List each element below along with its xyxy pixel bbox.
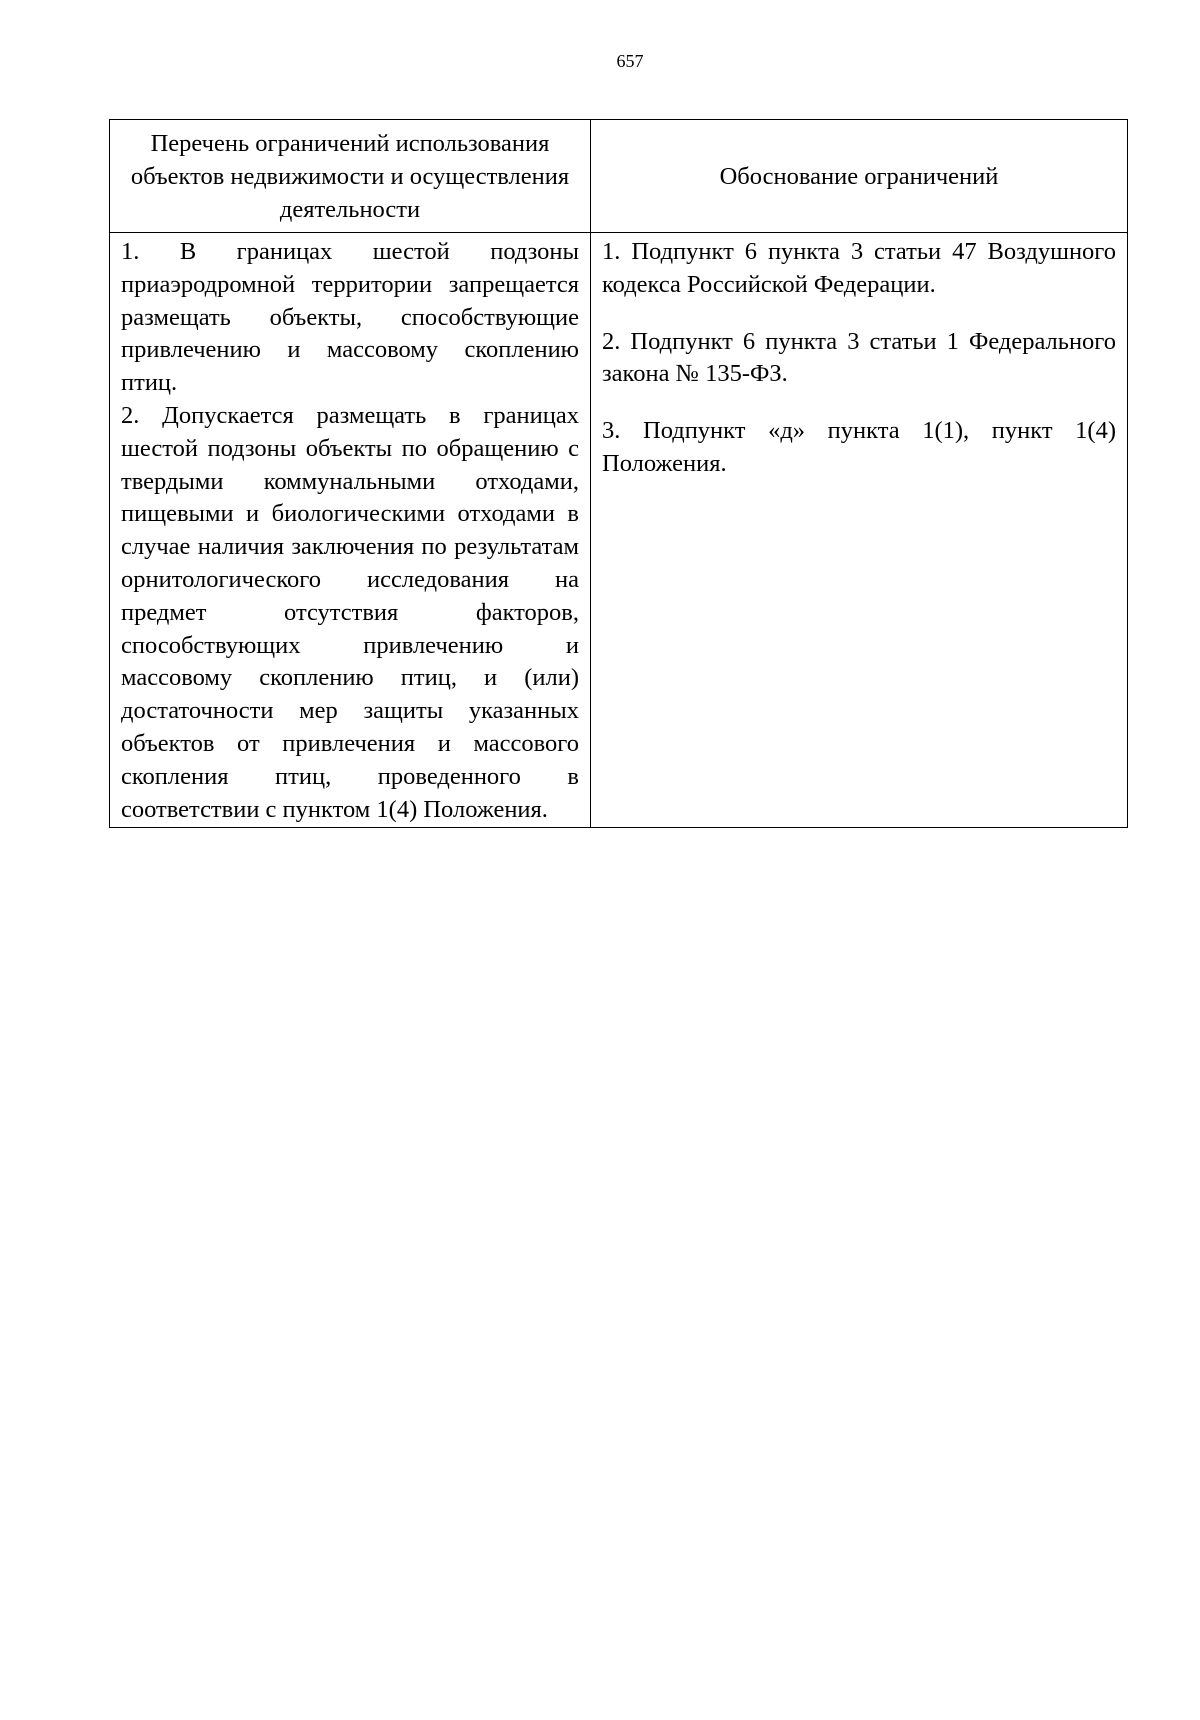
- justification-item-2: 2. Подпункт 6 пункта 3 статьи 1 Федерального закона № 135-ФЗ.: [602, 327, 1116, 388]
- restrictions-cell: [110, 233, 591, 828]
- justification-item-3: 3. Подпункт «д» пункта 1(1), пункт 1(4) Положения.: [602, 417, 1116, 477]
- table-row: [110, 233, 1128, 828]
- header-justification: Обоснование ограничений: [591, 120, 1128, 233]
- justification-cell: [591, 233, 1128, 828]
- restriction-item-2: 2. Допускается размещать в границах шестой подзоны объекты по обращению с твердыми коммунальными отходами, пищевыми и биологическими отходами в случае наличия заключения по результатам орнитологического исследования на предмет отсутствия факторов, способствующих привлечению и массовому скоплению птиц, и (или) достаточности мер защиты указанных объектов от привлечения и массового скопления птиц, проведенного в соответствии с пунктом 1(4) Положения.: [121, 401, 579, 823]
- restrictions-table: [109, 119, 1128, 828]
- page-number: 657: [616, 51, 644, 71]
- justification-item-1: 1. Подпункт 6 пункта 3 статьи 47 Воздушного кодекса Российской Федерации.: [602, 238, 1116, 298]
- table-header-row: [110, 120, 1128, 233]
- header-restrictions-list: Перечень ограничений использования объектов недвижимости и осуществления деятельности: [110, 120, 591, 233]
- restriction-item-1: 1. В границах шестой подзоны приаэродромной территории запрещается размещать объекты, способствующие привлечению и массовому скоплению птиц.: [121, 238, 579, 397]
